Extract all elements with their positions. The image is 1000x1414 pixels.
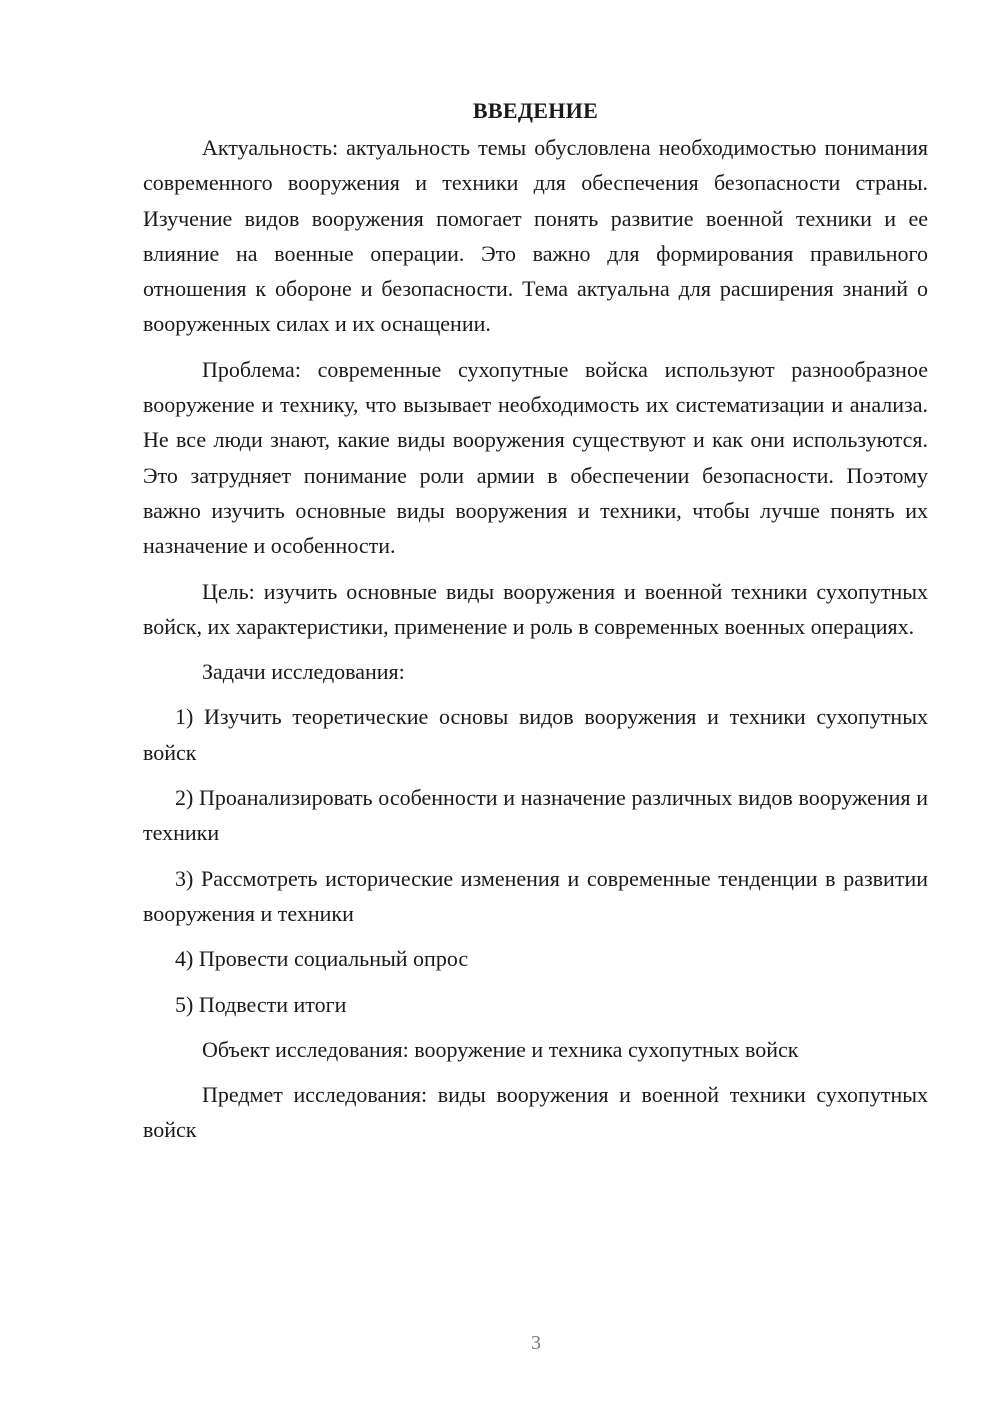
relevance-paragraph: Актуальность: актуальность темы обусловлена необходимостью понимания современного вооружения и техники для обеспечения безопасности страны. Изучение видов вооружения помогает понять развитие военной техники и ее влияние на военные операции. Это важно для формирования правильного отношения к обороне и безопасности. Тема актуальна для расширения знаний о вооруженных силах и их оснащении. — [143, 135, 928, 337]
goal-paragraph: Цель: изучить основные виды вооружения и военной техники сухопутных войск, их характеристики, применение и роль в современных военных операциях. — [143, 578, 928, 639]
task-item: 5) Подвести итоги — [175, 991, 347, 1017]
task-item: 4) Провести социальный опрос — [175, 946, 469, 972]
object-paragraph: Объект исследования: вооружение и техника сухопутных войск — [202, 1036, 799, 1062]
page-number: 3 — [531, 1332, 541, 1354]
task-item: 2) Проанализировать особенности и назначение различных видов вооружения и техники — [143, 785, 928, 846]
task-item: 3) Рассмотреть исторические изменения и современные тенденции в развитии вооружения и техники — [143, 865, 928, 926]
problem-paragraph: Проблема: современные сухопутные войска используют разнообразное вооружение и технику, что вызывает необходимость их систематизации и анализа. Не все люди знают, какие виды вооружения существуют и как они используются. Это затрудняет понимание роли армии в обеспечении безопасности. Поэтому важно изучить основные виды вооружения и техники, чтобы лучше понять их назначение и особенности. — [143, 356, 928, 559]
task-item: 1) Изучить теоретические основы видов вооружения и техники сухопутных войск — [143, 704, 928, 765]
tasks-heading: Задачи исследования: — [202, 659, 405, 685]
section-heading: ВВЕДЕНИЕ — [472, 98, 599, 123]
subject-paragraph: Предмет исследования: виды вооружения и военной техники сухопутных войск — [143, 1082, 928, 1143]
document-page — [143, 93, 928, 1158]
